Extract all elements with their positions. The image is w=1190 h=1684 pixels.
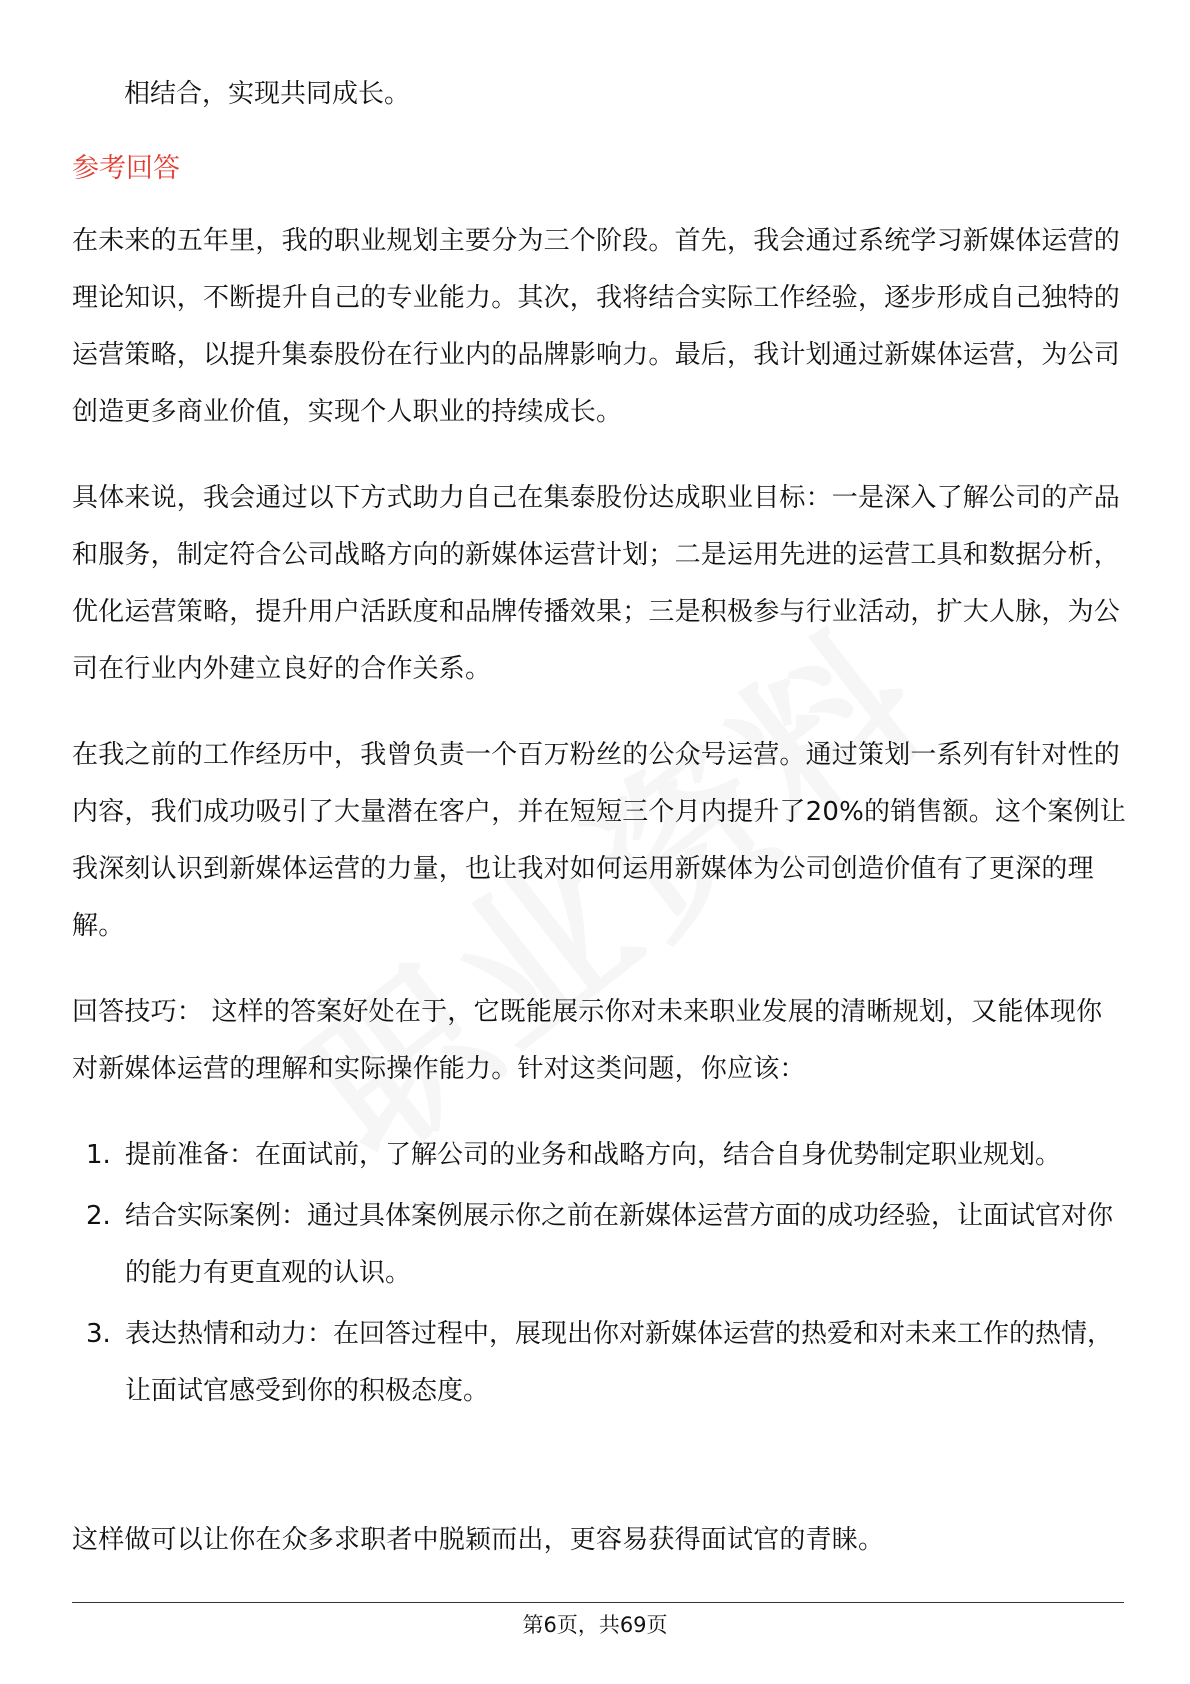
answer-paragraph-1: 在未来的五年里，我的职业规划主要分为三个阶段。首先，我会通过系统学习新媒体运营的理论知识，不断提升自己的专业能力。其次，我将结合实际工作经验，逐步形成自己独特的运营策略，以提升集泰股份在行业内的品牌影响力。最后，我计划通过新媒体运营，为公司创造更多商业价值，实现个人职业的持续成长。 [72,226,1121,427]
tip-text: 结合实际案例：通过具体案例展示你之前在新媒体运营方面的成功经验，让面试官对你的能力有更直观的认识。 [125,1201,1114,1288]
tip-item [72,1188,1128,1302]
tips-intro-paragraph: 回答技巧： 这样的答案好处在于，它既能展示你对未来职业发展的清晰规划，又能体现你对新媒体运营的理解和实际操作能力。针对这类问题，你应该： [72,997,1103,1084]
closing-paragraph: 这样做可以让你在众多求职者中脱颖而出，更容易获得面试官的青睐。 [72,1525,885,1555]
footer-divider [72,1602,1124,1603]
answer-paragraph-2: 具体来说，我会通过以下方式助力自己在集泰股份达成职业目标：一是深入了解公司的产品和服务，制定符合公司战略方向的新媒体运营计划；二是运用先进的运营工具和数据分析，优化运营策略，提升用户活跃度和品牌传播效果；三是积极参与行业活动，扩大人脉，为公司在行业内外建立良好的合作关系。 [72,483,1121,684]
tip-number: 2. [86,1201,111,1231]
tip-number: 1. [86,1140,111,1170]
tip-text: 提前准备：在面试前，了解公司的业务和战略方向，结合自身优势制定职业规划。 [125,1140,1062,1170]
tip-text: 表达热情和动力：在回答过程中，展现出你对新媒体运营的热爱和对未来工作的热情，让面试官感受到你的积极态度。 [125,1319,1114,1406]
page-number: 第6页，共69页 [522,1613,668,1637]
tips-list [72,1127,1128,1424]
tip-item [72,1127,1128,1184]
tip-item [72,1306,1128,1420]
answer-paragraph-3: 在我之前的工作经历中，我曾负责一个百万粉丝的公众号运营。通过策划一系列有针对性的内容，我们成功吸引了大量潜在客户，并在短短三个月内提升了20%的销售额。这个案例让我深刻认识到新媒体运营的力量，也让我对如何运用新媒体为公司创造价值有了更深的理解。 [72,740,1126,941]
tip-number: 3. [86,1319,111,1349]
continuation-text: 相结合，实现共同成长。 [124,79,411,109]
section-heading: 参考回答 [72,153,180,184]
